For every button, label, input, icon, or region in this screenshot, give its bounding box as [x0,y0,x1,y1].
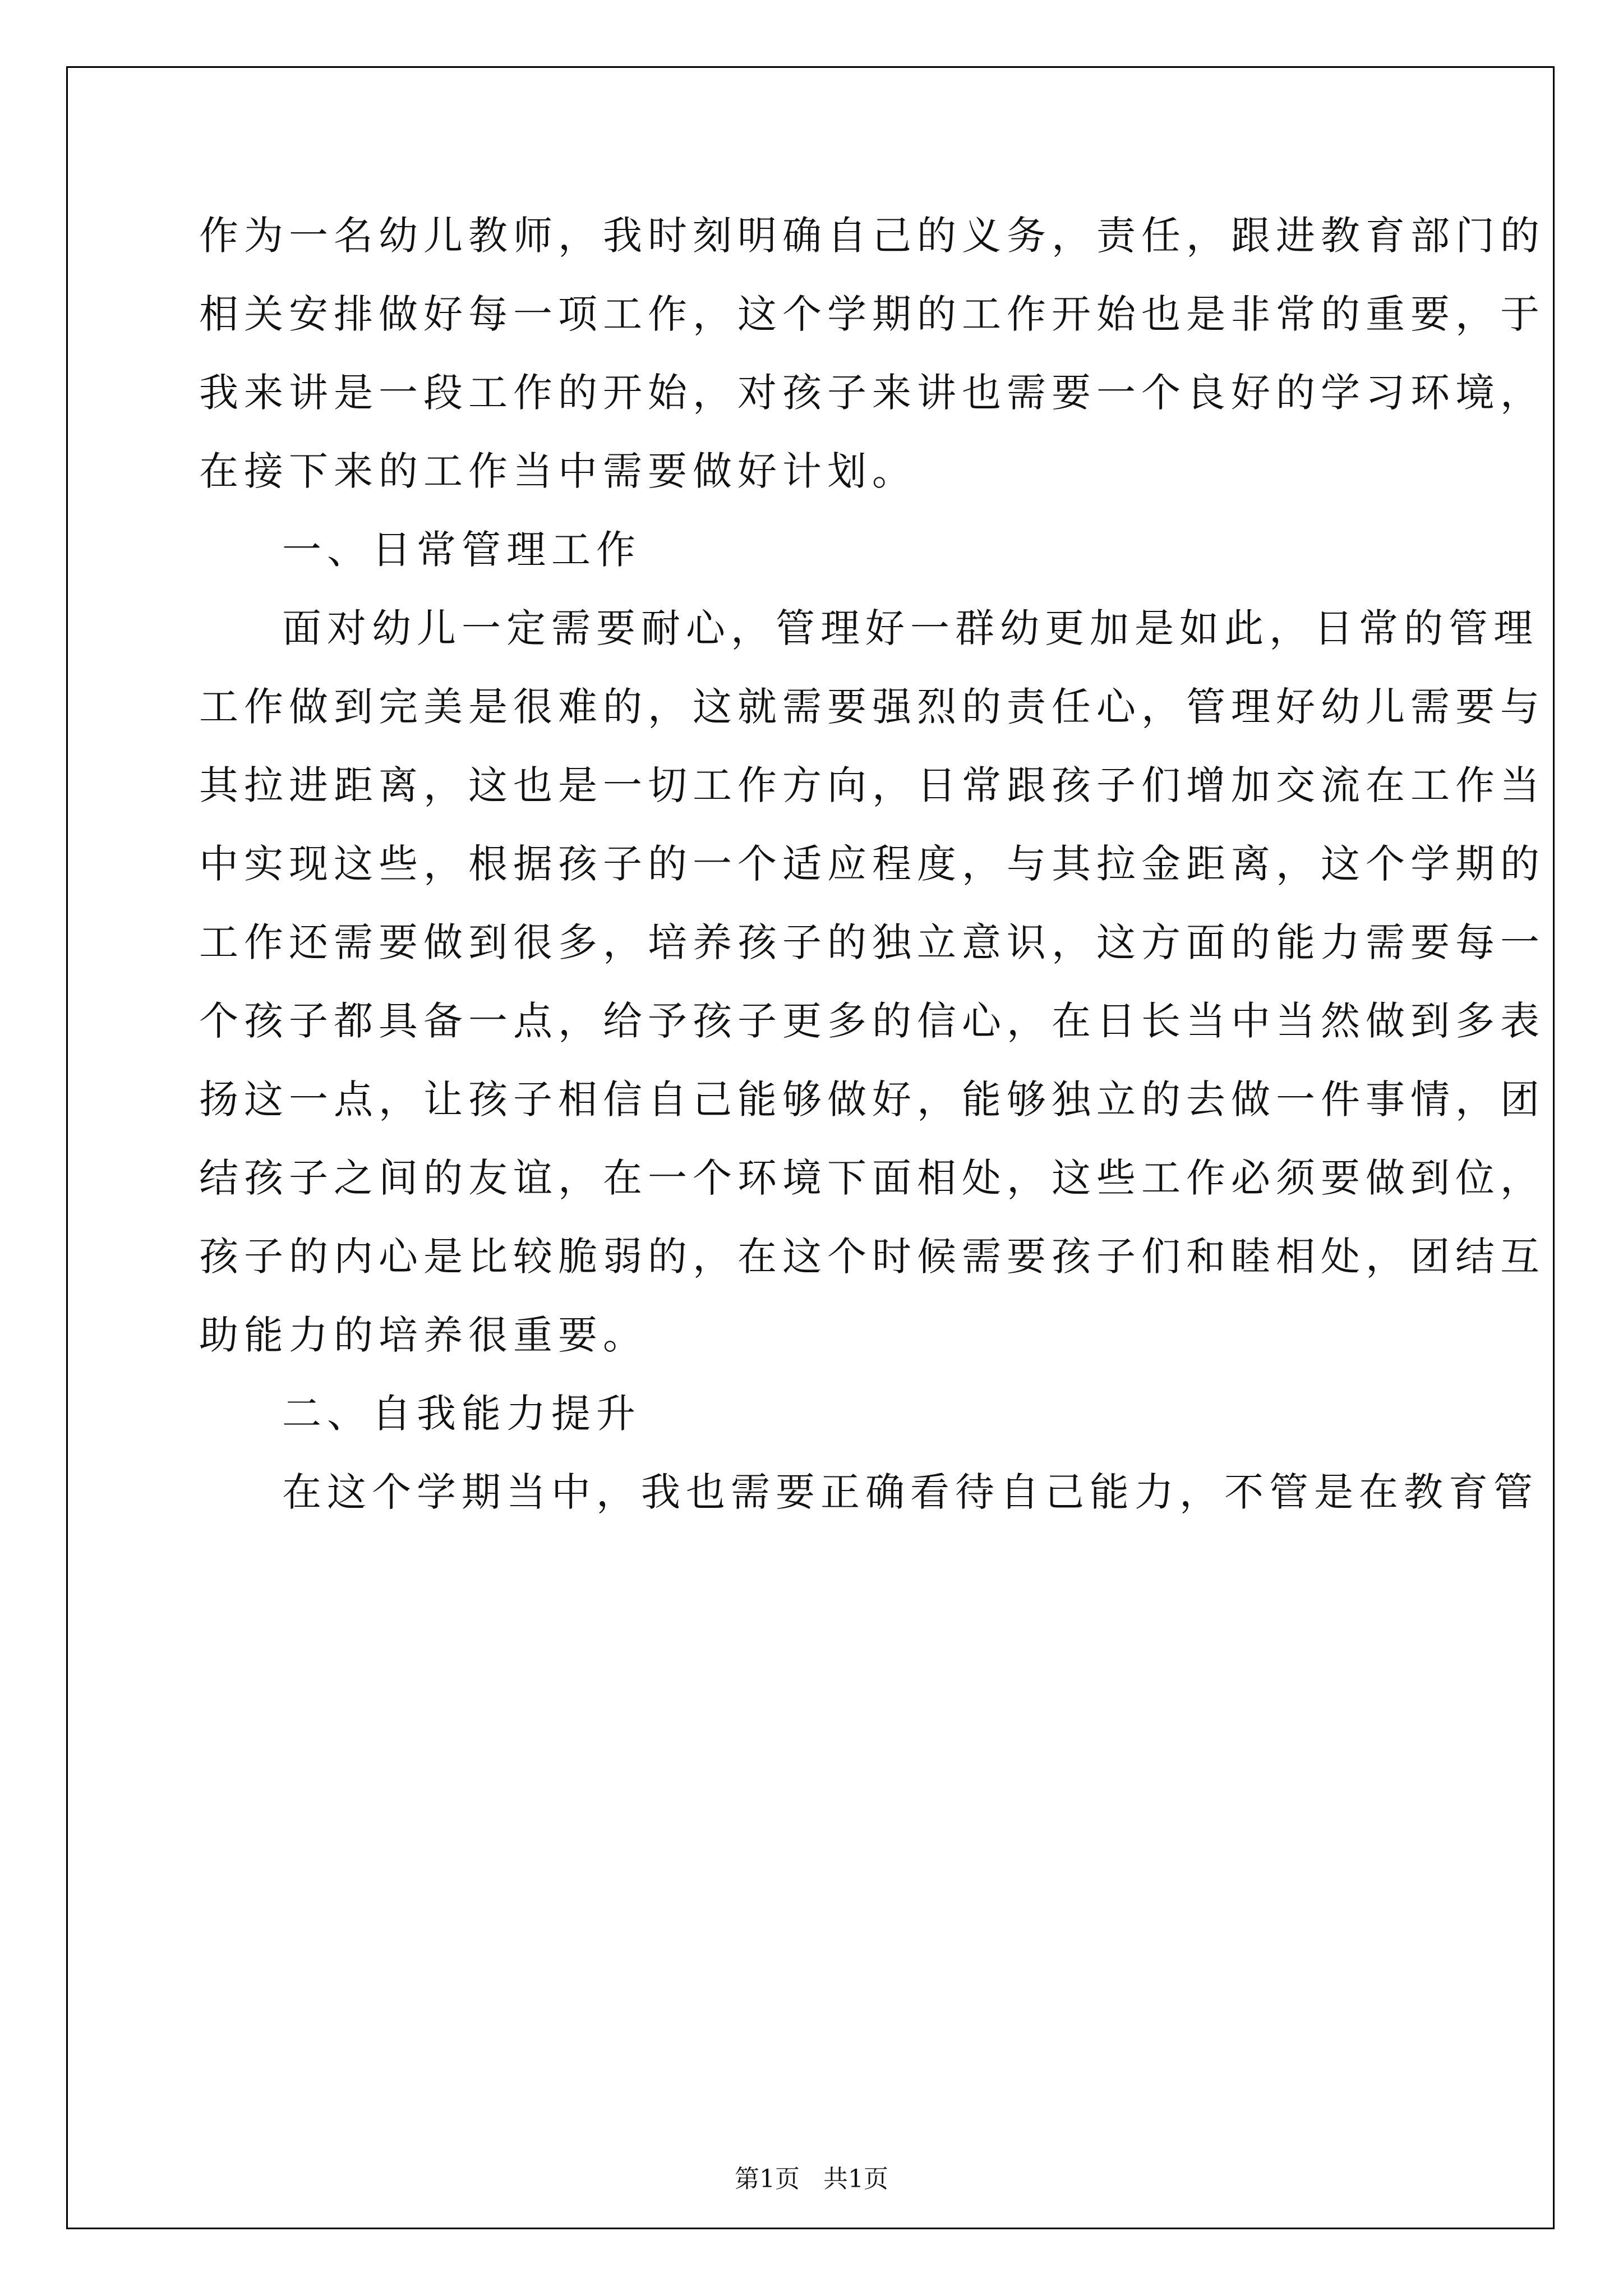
body-line: 结孩子之间的友谊，在一个环境下面相处，这些工作必须要做到位， [199,1155,1545,1201]
body-line: 面对幼儿一定需要耐心，管理好一群幼更加是如此，日常的管理 [282,605,1538,651]
body-line: 在接下来的工作当中需要做好计划。 [199,448,917,494]
page-footer: 第1页 共1页 [735,2165,888,2193]
body-line: 在这个学期当中，我也需要正确看待自己能力，不管是在教育管 [282,1469,1538,1515]
body-line: 作为一名幼儿教师，我时刻明确自己的义务，责任，跟进教育部门的 [199,213,1545,259]
section-heading: 二、自我能力提升 [282,1391,641,1437]
body-line: 我来讲是一段工作的开始，对孩子来讲也需要一个良好的学习环境， [199,370,1545,416]
body-line: 工作做到完美是很难的，这就需要强烈的责任心，管理好幼儿需要与 [199,684,1545,730]
body-line: 其拉进距离，这也是一切工作方向，日常跟孩子们增加交流在工作当 [199,762,1545,808]
body-line: 工作还需要做到很多，培养孩子的独立意识，这方面的能力需要每一 [199,919,1545,965]
body-line: 助能力的培养很重要。 [199,1312,648,1358]
body-line: 中实现这些，根据孩子的一个适应程度，与其拉金距离，这个学期的 [199,841,1545,887]
body-line: 扬这一点，让孩子相信自己能够做好，能够独立的去做一件事情，团 [199,1076,1545,1122]
body-line: 相关安排做好每一项工作，这个学期的工作开始也是非常的重要，于 [199,291,1545,337]
body-line: 个孩子都具备一点，给予孩子更多的信心，在日长当中当然做到多表 [199,998,1545,1044]
body-line: 孩子的内心是比较脆弱的，在这个时候需要孩子们和睦相处，团结互 [199,1234,1545,1280]
document-body [199,196,1545,1531]
section-heading: 一、日常管理工作 [282,527,641,573]
